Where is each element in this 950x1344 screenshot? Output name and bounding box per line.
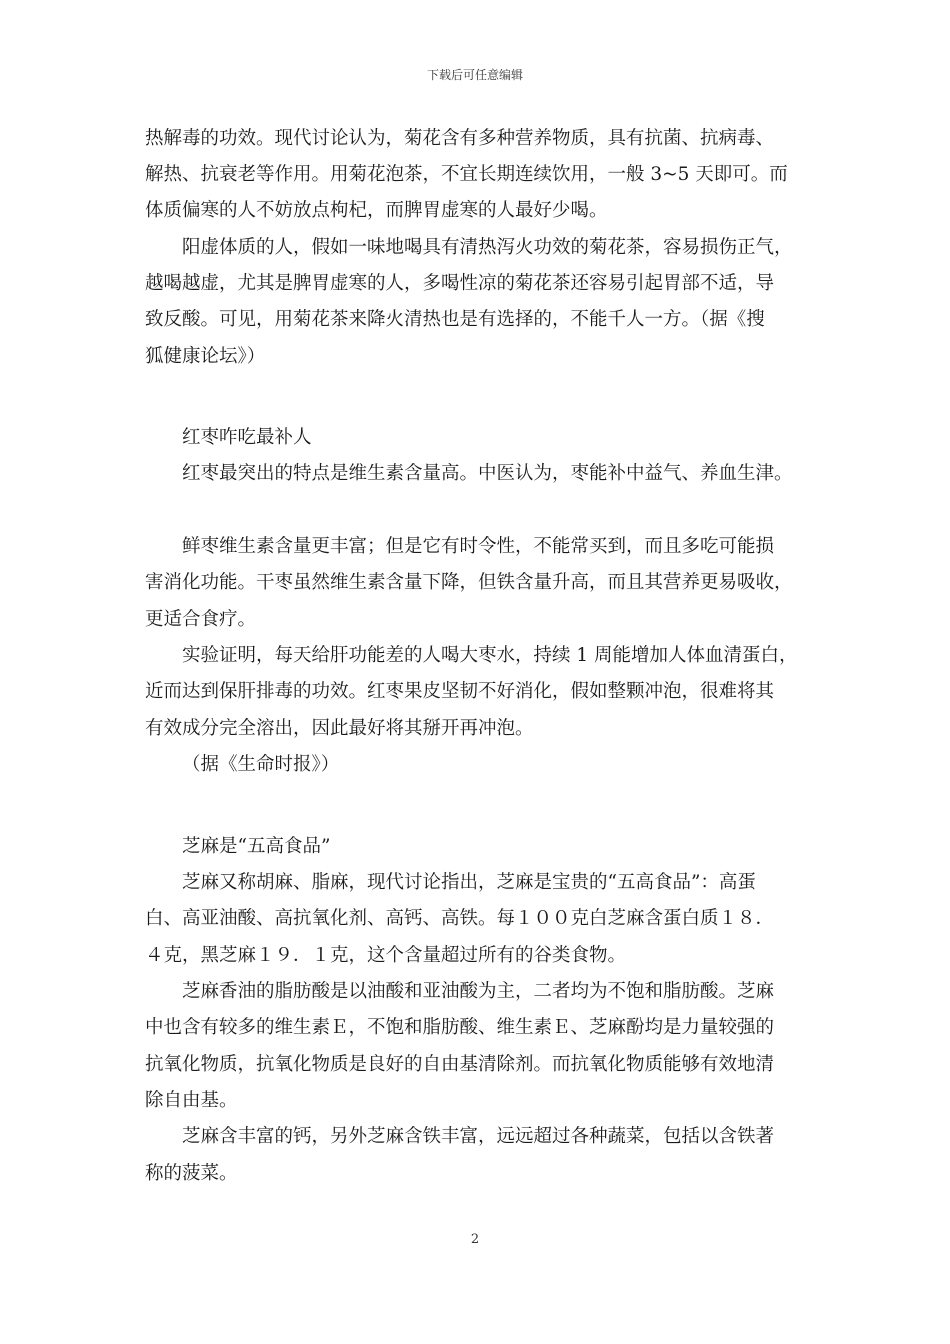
text-line: 热解毒的功效。现代讨论认为，菊花含有多种营养物质，具有抗菌、抗病毒、 — [145, 128, 775, 149]
text-line: ４克，黑芝麻１９．１克，这个含量超过所有的谷类食物。 — [145, 945, 627, 966]
section-heading: 芝麻是“五高食品” — [182, 836, 331, 857]
text-line: 解热、抗衰老等作用。用菊花泡茶，不宜长期连续饮用，一般 3~5 天即可。而 — [145, 164, 788, 185]
text-line: 近而达到保肝排毒的功效。红枣果皮坚韧不好消化，假如整颗冲泡，很难将其 — [145, 681, 775, 702]
text-line: 白、高亚油酸、高抗氧化剂、高钙、高铁。每１００克白芝麻含蛋白质１８． — [145, 908, 775, 929]
section-heading: 红枣咋吃最补人 — [182, 427, 312, 448]
text-line: 狐健康论坛》） — [145, 346, 266, 367]
text-line: 阳虚体质的人，假如一味地喝具有清热泻火功效的菊花茶，容易损伤正气， — [182, 237, 793, 258]
source-citation: （据《生命时报》） — [182, 754, 340, 775]
text-line: 鲜枣维生素含量更丰富；但是它有时令性，不能常买到，而且多吃可能损 — [182, 536, 775, 557]
page-number: 2 — [470, 1232, 480, 1247]
text-line: 害消化功能。干枣虽然维生素含量下降，但铁含量升高，而且其营养更易吸收， — [145, 572, 793, 593]
text-line: 芝麻香油的脂肪酸是以油酸和亚油酸为主，二者均为不饱和脂肪酸。芝麻 — [182, 981, 775, 1002]
text-line: 抗氧化物质，抗氧化物质是良好的自由基清除剂。而抗氧化物质能够有效地清 — [145, 1054, 775, 1075]
text-line: 更适合食疗。 — [145, 609, 257, 630]
text-line: 体质偏寒的人不妨放点枸杞，而脾胃虚寒的人最好少喝。 — [145, 200, 608, 221]
text-line: 芝麻又称胡麻、脂麻，现代讨论指出，芝麻是宝贵的“五高食品”：高蛋 — [182, 872, 756, 893]
text-line: 红枣最突出的特点是维生素含量高。中医认为，枣能补中益气、养血生津。 — [182, 463, 793, 484]
text-line: 中也含有较多的维生素Ｅ，不饱和脂肪酸、维生素Ｅ、芝麻酚均是力量较强的 — [145, 1017, 775, 1038]
text-line: 有效成分完全溶出，因此最好将其掰开再冲泡。 — [145, 718, 534, 739]
text-line: 芝麻含丰富的钙，另外芝麻含铁丰富，远远超过各种蔬菜，包括以含铁著 — [182, 1126, 775, 1147]
text-line: 越喝越虚，尤其是脾胃虚寒的人，多喝性凉的菊花茶还容易引起胃部不适，导 — [145, 273, 775, 294]
page-header: 下载后可任意编辑 — [426, 68, 523, 82]
text-line: 实验证明，每天给肝功能差的人喝大枣水，持续 1 周能增加人体血清蛋白， — [182, 645, 798, 666]
text-line: 致反酸。可见，用菊花茶来降火清热也是有选择的，不能千人一方。（据《搜 — [145, 309, 765, 330]
text-line: 除自由基。 — [145, 1090, 238, 1111]
text-line: 称的菠菜。 — [145, 1163, 238, 1184]
